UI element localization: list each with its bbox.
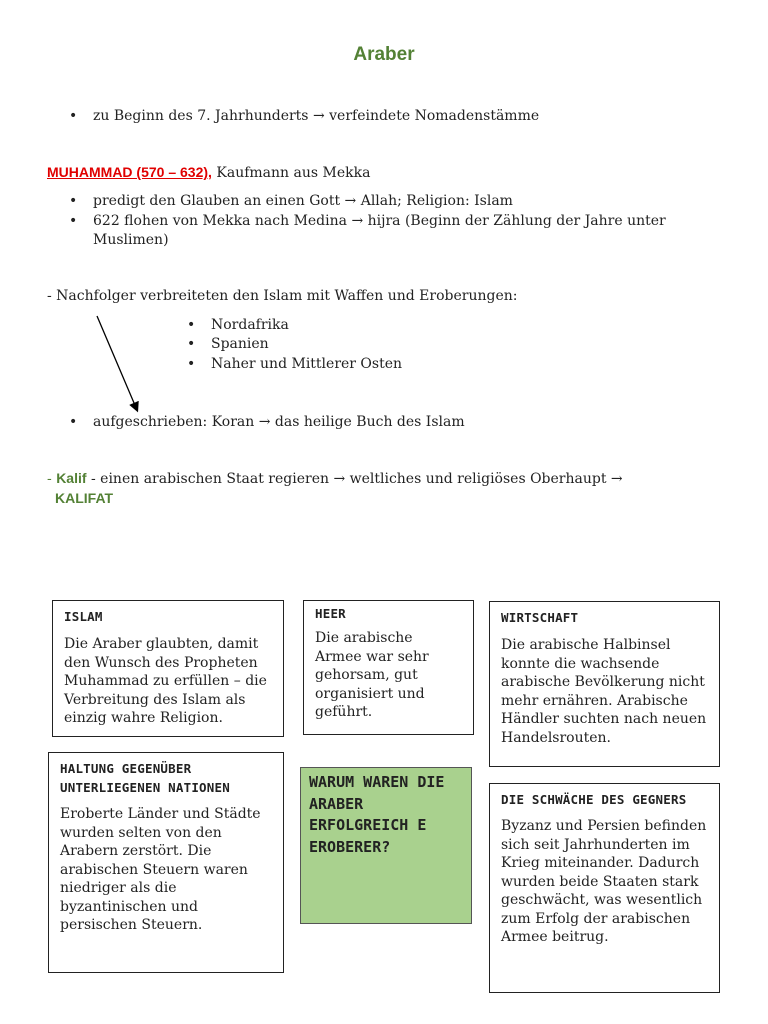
muhammad-subtitle: Kaufmann aus Mekka bbox=[211, 165, 371, 181]
islam-box-body: Die Araber glaubten, damit den Wunsch des Propheten Muhammad zu erfüllen – die Verbreitung des Islam als einzig wahre Religion. bbox=[64, 636, 267, 726]
heer-box bbox=[303, 600, 474, 735]
region-item: • Naher und Mittlerer Osten bbox=[211, 355, 402, 374]
heer-box-title: HEER bbox=[315, 606, 346, 621]
kalif-line bbox=[47, 469, 623, 489]
heer-box-body: Die arabische Armee war sehr gehorsam, gut organisiert und geführt. bbox=[315, 630, 429, 720]
kalif-term: Kalif bbox=[56, 470, 87, 486]
kalif-prefix: - bbox=[47, 471, 57, 487]
schwaeche-box-body: Byzanz und Persien befinden sich seit Jahrhunderten im Krieg miteinander. Dadurch wurden beide Staaten stark geschwächt, was wesentlich zum Erfolg der arabischen Armee beitrug. bbox=[501, 818, 707, 945]
wirtschaft-box-title: WIRTSCHAFT bbox=[501, 610, 579, 625]
muhammad-bullet-2: • 622 flohen von Mekka nach Medina → hijra (Beginn der Zählung der Jahre unter Muslimen) bbox=[93, 212, 733, 250]
schwaeche-box bbox=[489, 783, 720, 993]
central-question: WARUM WAREN DIE ARABER ERFOLGREICH E EROBERER? bbox=[309, 773, 445, 856]
islam-box bbox=[52, 600, 284, 737]
koran-bullet: • aufgeschrieben: Koran → das heilige Buch des Islam bbox=[93, 413, 465, 432]
haltung-box-body: Eroberte Länder und Städte wurden selten von den Arabern zerstört. Die arabischen Steuern waren niedriger als die byzantinischen und persischen Steuern. bbox=[60, 806, 261, 933]
kalifat-term: KALIFAT bbox=[55, 490, 114, 506]
haltung-box-title: HALTUNG GEGENÜBER UNTERLIEGENEN NATIONEN bbox=[60, 761, 230, 795]
intro-bullet: • zu Beginn des 7. Jahrhunderts → verfeindete Nomadenstämme bbox=[93, 107, 539, 126]
central-question-box bbox=[300, 767, 472, 924]
muhammad-heading: MUHAMMAD (570 – 632), bbox=[47, 164, 212, 180]
page-title: Araber bbox=[353, 44, 415, 65]
islam-box-title: ISLAM bbox=[64, 609, 103, 624]
successors-text: - Nachfolger verbreiteten den Islam mit Waffen und Eroberungen: bbox=[47, 288, 518, 304]
muhammad-bullet-1: • predigt den Glauben an einen Gott → Allah; Religion: Islam bbox=[93, 192, 513, 211]
haltung-box bbox=[48, 752, 284, 973]
schwaeche-box-title: DIE SCHWÄCHE DES GEGNERS bbox=[501, 792, 687, 807]
wirtschaft-box bbox=[489, 601, 720, 767]
wirtschaft-box-body: Die arabische Halbinsel konnte die wachsende arabische Bevölkerung nicht mehr ernähren. Arabische Händler suchten nach neuen Handelsrouten. bbox=[501, 637, 707, 746]
region-item: • Spanien bbox=[211, 335, 269, 354]
region-item: • Nordafrika bbox=[211, 316, 289, 335]
kalif-text: - einen arabischen Staat regieren → weltliches und religiöses Oberhaupt → bbox=[86, 471, 623, 487]
